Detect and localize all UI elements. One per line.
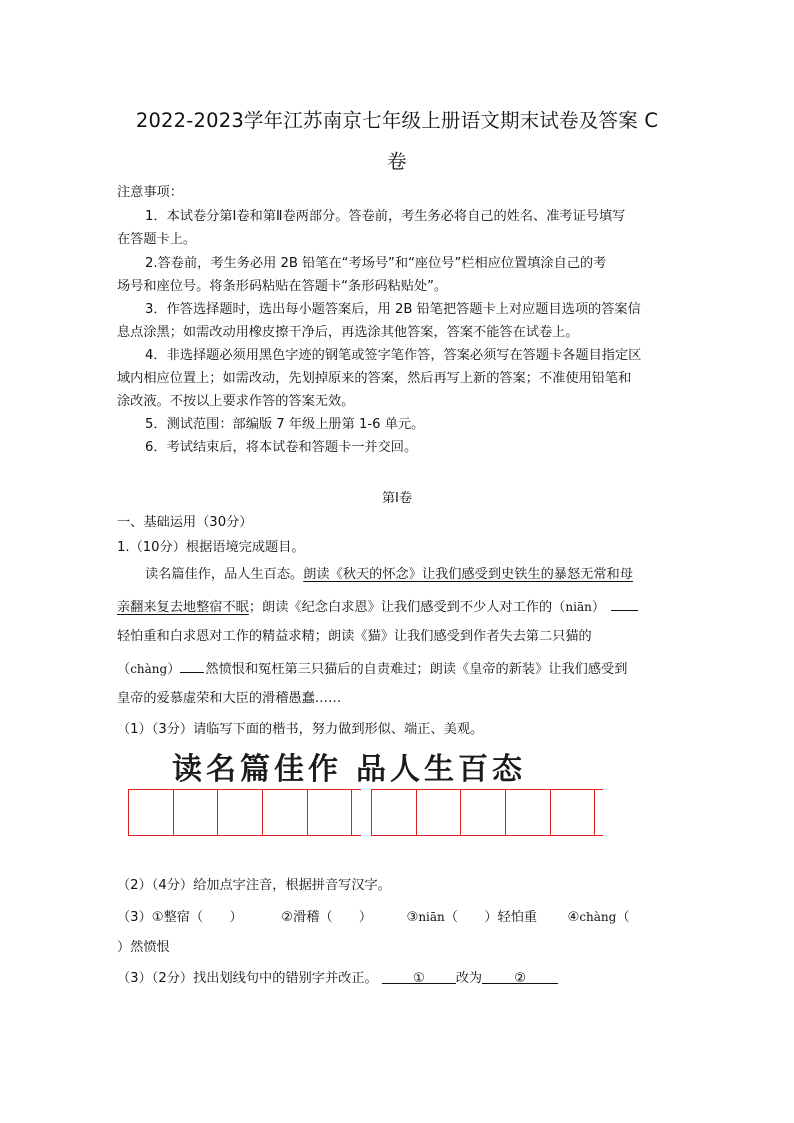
writing-cell[interactable] [551,790,596,835]
calligraphy-sample [172,744,526,788]
item-chang-rest: （ [616,910,630,925]
passage-text: ；朗读《纪念白求恩》让我们感受到不少人对工作的（ [248,600,566,615]
writing-cell[interactable] [263,790,308,835]
notice-item-5: 5．测试范围：部编版 7 年级上册第 1-6 单元。 [145,417,425,432]
item-huaji: ②滑稽（ ） [281,910,373,925]
writing-grid-right [371,789,603,836]
answer-blank-2[interactable]: ② [482,970,558,984]
sub-question-3-label: （3）（2分）找出划线句中的错别字并改正。 [117,971,378,986]
passage-text: 读名篇佳作，品人生百态。 [145,567,304,582]
sub-question-3 [117,970,558,988]
writing-cell[interactable] [461,790,506,835]
passage-line-5: 皇帝的爱慕虚荣和大臣的滑稽愚蠢…… [117,691,342,706]
item-nian-pinyin: niān [418,910,445,924]
change-to-text: 改为 [455,971,483,986]
notice-item-6: 6．考试结束后，将本试卷和答题卡一并交回。 [145,440,418,455]
underlined-sentence-end: 亲翻来复去地整宿不眠 [117,600,249,615]
notice-item-4-line1: 4．非选择题必须用黑色字迹的钢笔或签字笔作答，答案必须写在答题卡各题目指定区 [145,348,642,363]
sub-question-2-items-cont: ）然愤恨 [117,940,170,955]
writing-cell[interactable] [506,790,551,835]
item-chang-num: ④ [567,910,580,925]
item-zhengsu: （3）①整宿（ ） [117,910,243,925]
notice-heading: 注意事项： [117,185,183,200]
writing-cell[interactable] [174,790,219,835]
notice-item-2-line1: 2.答卷前，考生务必用 2B 铅笔在“考场号”和“座位号”栏相应位置填涂自己的考 [145,256,607,271]
notice-item-4-line2: 域内相应位置上；如需改动，先划掉原来的答案，然后再写上新的答案；不准使用铅笔和 [117,371,632,386]
writing-cell[interactable] [417,790,462,835]
question-1-stem: 1.（10分）根据语境完成题目。 [117,540,305,555]
passage-text: 然愤恨和冤枉第三只猫后的自责难过；朗读《皇帝的新装》让我们感受到 [205,662,628,677]
passage-text: （ [117,662,131,677]
notice-item-3-line2: 息点涂黑；如需改动用橡皮擦干净后，再选涂其他答案，答案不能答在试卷上。 [117,325,579,340]
writing-cell[interactable] [308,790,353,835]
underlined-sentence: 朗读《秋天的怀念》让我们感受到史铁生的暴怒无常和母 [303,567,633,582]
calligraphy-right: 品人生百态 [356,752,526,787]
document-title: 2022-2023学年江苏南京七年级上册语文期末试卷及答案 C [135,109,659,132]
pinyin-chang: chàng [130,662,168,676]
notice-item-3-line1: 3．作答选择题时，选出每小题答案后，用 2B 铅笔把答题卡上对应题目选项的答案信 [145,302,641,317]
answer-blank-1[interactable]: ① [382,970,456,984]
calligraphy-left: 读名篇佳作 [172,752,342,787]
notice-item-1-line2: 在答题卡上。 [117,232,197,247]
item-chang-pinyin: chàng [579,910,617,924]
pinyin-nian: niān [565,600,592,614]
sub-question-2-label: （2）（4分）给加点字注音，根据拼音写汉字。 [117,878,391,893]
document-title-continued: 卷 [387,150,407,173]
passage-line-3: 轻怕重和白求恩对工作的精益求精；朗读《猫》让我们感受到作者失去第二只猫的 [117,629,592,644]
item-nian-rest: （ ）轻怕重 [444,910,538,925]
notice-item-4-line3: 涂改液。不按以上要求作答的答案无效。 [117,394,355,409]
fill-blank-chang[interactable] [180,659,204,673]
section-heading: 一、基础运用（30分） [117,515,253,530]
writing-cell[interactable] [129,790,174,835]
passage-text: ） [167,662,181,677]
notice-item-1-line1: 1．本试卷分第Ⅰ卷和第Ⅱ卷两部分。答卷前，考生务必将自己的姓名、准考证号填写 [145,209,626,224]
passage-text: ） [591,600,606,615]
item-nian-num: ③ [406,910,419,925]
passage-line-1 [145,566,633,584]
notice-item-2-line2: 场号和座位号。将条形码粘贴在答题卡“条形码粘贴处”。 [117,279,448,294]
writing-grid-left [128,789,361,836]
writing-cell[interactable] [372,790,417,835]
passage-line-4 [117,659,627,679]
sub-question-1-label: （1）（3分）请临写下面的楷书，努力做到形似、端正、美观。 [117,722,484,737]
sub-question-2-items [117,908,677,927]
passage-line-2 [117,597,638,617]
writing-cell[interactable] [218,790,263,835]
fill-blank-nian[interactable] [611,597,638,611]
volume-heading: 第Ⅰ卷 [381,491,413,506]
